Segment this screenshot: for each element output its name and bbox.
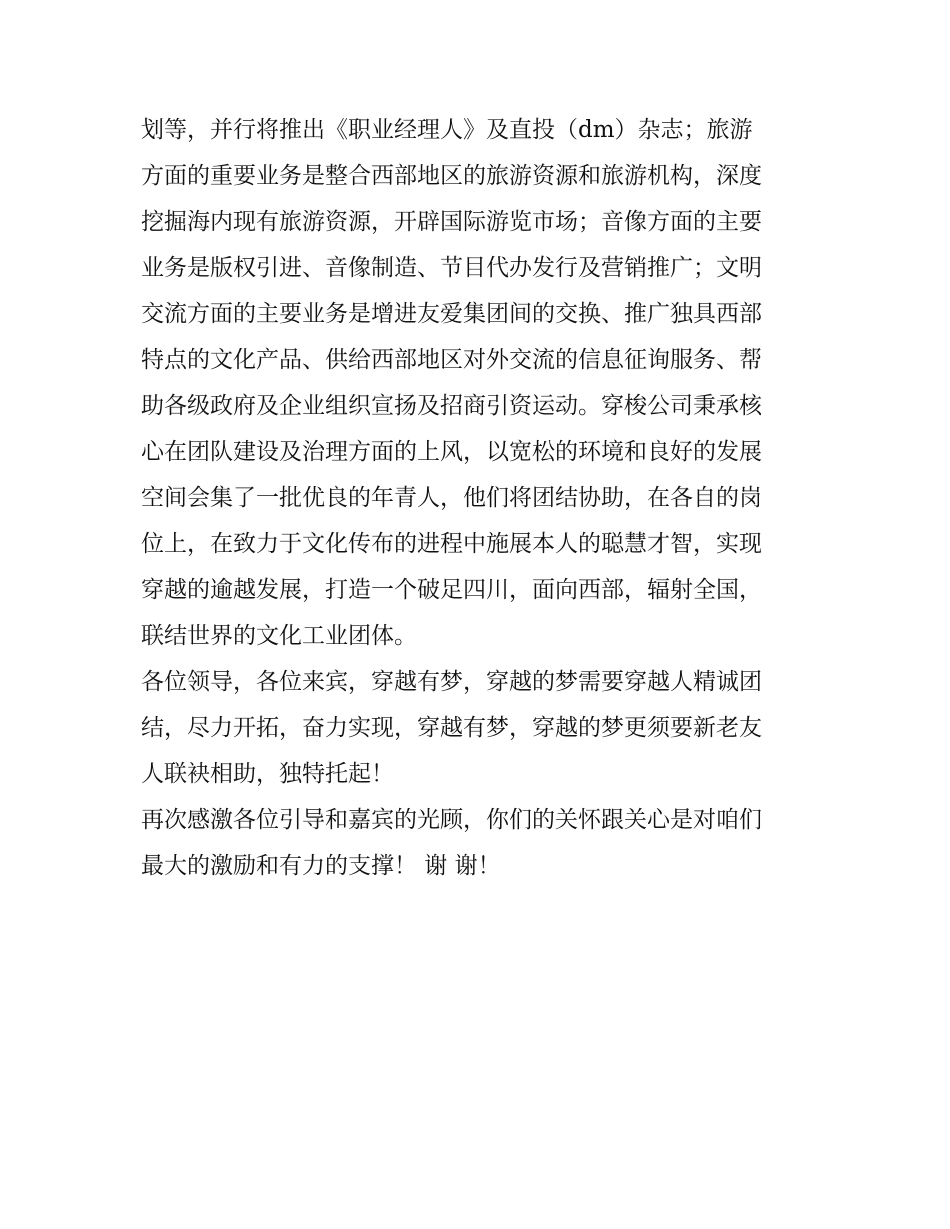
text-line: 人联袂相助，独特托起！: [141, 761, 394, 787]
paragraph-address-guests: [141, 659, 821, 797]
paragraph-thanks: [141, 797, 821, 889]
text-line: 各位领导，各位来宾，穿越有梦，穿越的梦需要穿越人精诚团: [141, 669, 762, 695]
text-line: 心在团队建设及治理方面的上风，以宽松的环境和良好的发展: [141, 439, 762, 465]
text-line: 特点的文化产品、供给西部地区对外交流的信息征询服务、帮: [141, 347, 762, 373]
text-line: 助各级政府及企业组织宣扬及招商引资运动。穿梭公司秉承核: [141, 393, 762, 419]
document-body: [141, 107, 821, 889]
text-line: 业务是版权引进、音像制造、节目代办发行及营销推广；文明: [141, 255, 762, 281]
text-line: 划等，并行将推出《职业经理人》及直投（dm）杂志；旅游: [141, 117, 753, 143]
text-line: 联结世界的文化工业团体。: [141, 623, 417, 649]
text-line: 挖掘海内现有旅游资源，开辟国际游览市场；音像方面的主要: [141, 209, 762, 235]
text-line: 结，尽力开拓，奋力实现，穿越有梦，穿越的梦更须要新老友: [141, 715, 762, 741]
text-line: 方面的重要业务是整合西部地区的旅游资源和旅游机构，深度: [141, 163, 762, 189]
text-line: 空间会集了一批优良的年青人，他们将团结协助，在各自的岗: [141, 485, 762, 511]
paragraph-business-overview: [141, 107, 821, 659]
text-line: 穿越的逾越发展，打造一个破足四川，面向西部，辐射全国，: [141, 577, 762, 603]
text-line: 交流方面的主要业务是增进友爱集团间的交换、推广独具西部: [141, 301, 762, 327]
text-line: 位上，在致力于文化传布的进程中施展本人的聪慧才智，实现: [141, 531, 762, 557]
text-line: 再次感激各位引导和嘉宾的光顾，你们的关怀跟关心是对咱们: [141, 807, 762, 833]
text-line: 最大的激励和有力的支撑！ 谢 谢！: [141, 853, 501, 879]
